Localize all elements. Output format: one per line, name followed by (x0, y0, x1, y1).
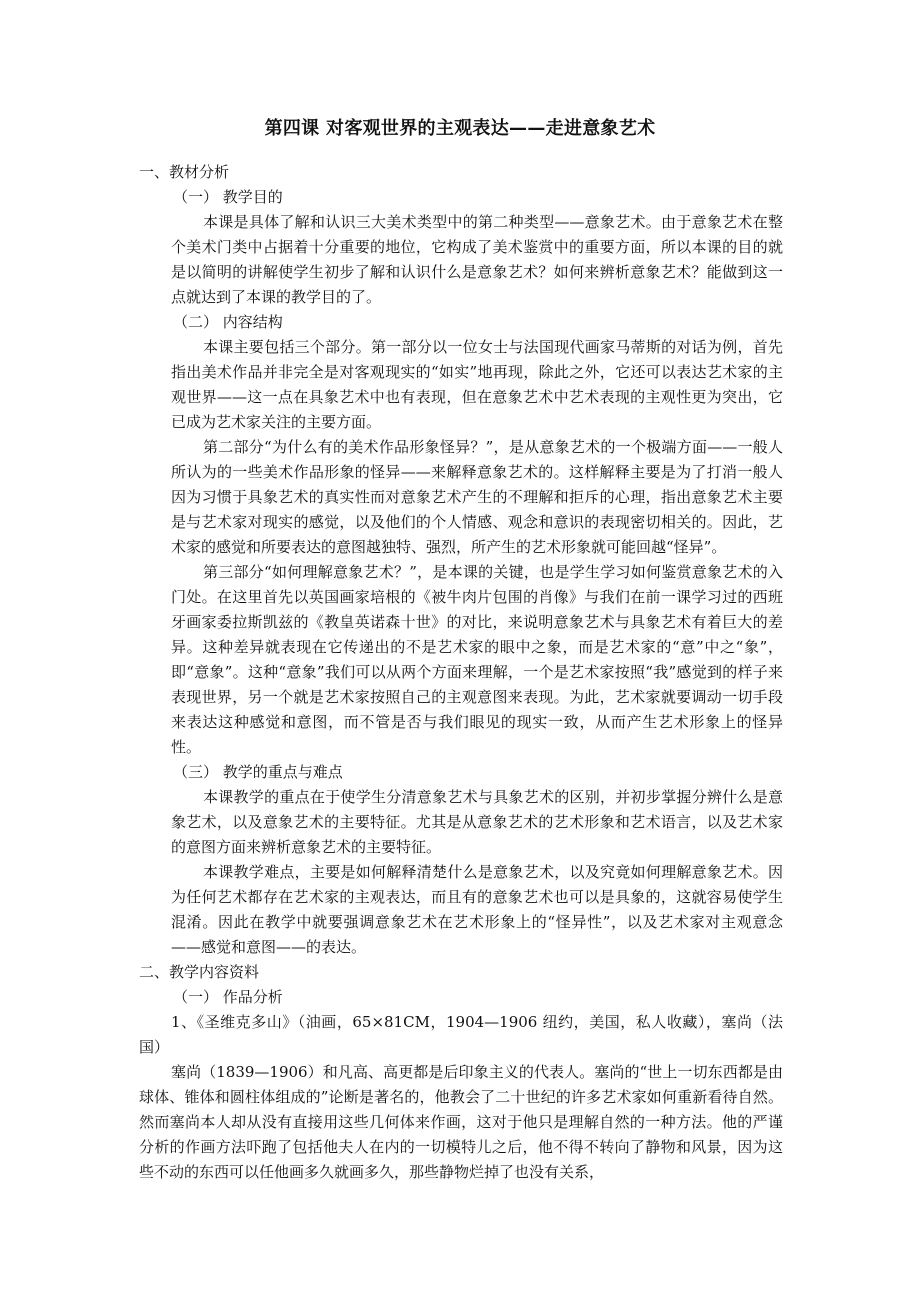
paragraph: 本课是具体了解和认识三大美术类型中的第二种类型——意象艺术。由于意象艺术在整个美术门类中占据着十分重要的地位，它构成了美术鉴赏中的重要方面，所以本课的目的就是以简明的讲解使学生初步了解和认识什么是意象艺术？如何来辨析意象艺术？能做到这一点就达到了本课的教学目的了。 (171, 213, 783, 306)
list-item: 1、《圣维克多山》（油画，65×81CM，1904—1906 纽约，美国，私人收藏），塞尚（法国） (139, 1013, 783, 1056)
subsection-heading: （二） 内容结构 (173, 313, 283, 331)
section-heading: 一、教材分析 (139, 163, 230, 181)
paragraph: 第三部分“如何理解意象艺术？”，是本课的关键，也是学生学习如何鉴赏意象艺术的入门处。在这里首先以英国画家培根的《被牛肉片包围的肖像》与我们在前一课学习过的西班牙画家委拉斯凯兹的《教皇英诺森十世》的对比，来说明意象艺术与具象艺术有着巨大的差异。这种差异就表现在它传递出的不是艺术家的眼中之象，而是艺术家的“意”中之“象”，即“意象”。这种“意象”我们可以从两个方面来理解，一个是艺术家按照“我”感觉到的样子来表现世界，另一个就是艺术家按照自己的主观意图来表现。为此，艺术家就要调动一切手段来表达这种感觉和意图，而不管是否与我们眼见的现实一致，从而产生艺术形象上的怪异性。 (171, 563, 783, 756)
subsection-heading: （一） 作品分析 (173, 988, 283, 1006)
paragraph: 第二部分“为什么有的美术作品形象怪异？”，是从意象艺术的一个极端方面——一般人所认为的一些美术作品形象的怪异——来解释意象艺术的。这样解释主要是为了打消一般人因为习惯于具象艺术的真实性而对意象艺术产生的不理解和拒斥的心理，指出意象艺术主要是与艺术家对现实的感觉，以及他们的个人情感、观念和意识的表现密切相关的。因此，艺术家的感觉和所要表达的意图越独特、强烈，所产生的艺术形象就可能回越“怪异”。 (171, 438, 783, 556)
paragraph: 本课教学的重点在于使学生分清意象艺术与具象艺术的区别，并初步掌握分辨什么是意象艺术，以及意象艺术的主要特征。尤其是从意象艺术的艺术形象和艺术语言，以及艺术家的意图方面来辨析意象艺术的主要特征。 (171, 788, 783, 856)
paragraph: 本课主要包括三个部分。第一部分以一位女士与法国现代画家马蒂斯的对话为例，首先指出美术作品并非完全是对客观现实的“如实”地再现，除此之外，它还可以表达艺术家的主观世界——这一点在具象艺术中也有表现，但在意象艺术中艺术表现的主观性更为突出，它已成为艺术家关注的主要方面。 (171, 338, 783, 431)
document-title: 第四课 对客观世界的主观表达——走进意象艺术 (264, 118, 656, 139)
subsection-heading: （一） 教学目的 (173, 188, 283, 206)
paragraph: 塞尚（1839—1906）和凡高、高更都是后印象主义的代表人。塞尚的“世上一切东西都是由球体、锥体和圆柱体组成的”论断是著名的，他教会了二十世纪的许多艺术家如何重新看待自然。然而塞尚本人却从没有直接用这些几何体来作画，这对于他只是理解自然的一种方法。他的严谨分析的作画方法吓跑了包括他夫人在内的一切模特儿之后，他不得不转向了静物和风景，因为这些不动的东西可以任他画多久就画多久，那些静物烂掉了也没有关系， (139, 1063, 783, 1181)
paragraph: 本课教学难点，主要是如何解释清楚什么是意象艺术，以及究竟如何理解意象艺术。因为任何艺术都存在艺术家的主观表达，而且有的意象艺术也可以是具象的，这就容易使学生混淆。因此在教学中就要强调意象艺术在艺术形象上的“怪异性”，以及艺术家对主观意念——感觉和意图——的表达。 (171, 863, 783, 956)
section-heading: 二、教学内容资料 (139, 963, 260, 981)
document-body (139, 160, 783, 1185)
subsection-heading: （三） 教学的重点与难点 (173, 763, 343, 781)
